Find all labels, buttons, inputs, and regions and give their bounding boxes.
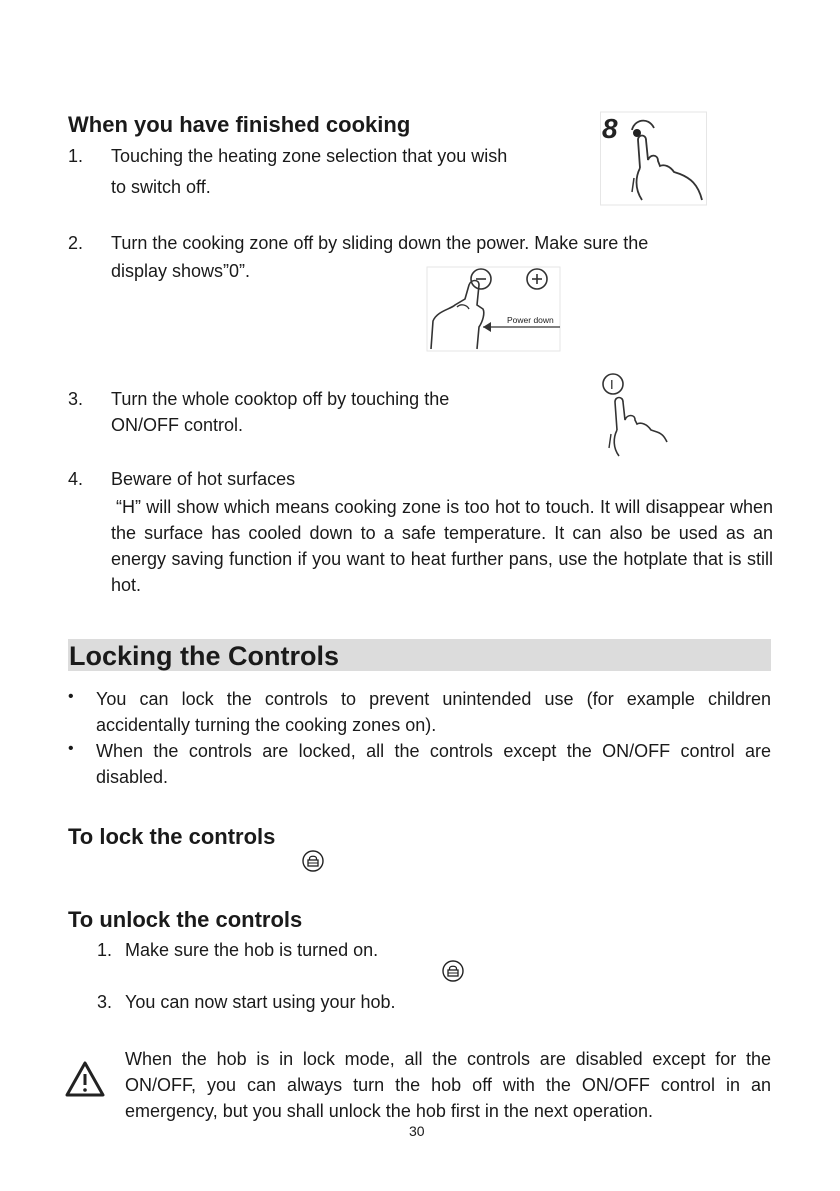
section-heading-finished: When you have finished cooking	[68, 112, 411, 137]
item-text: display shows”0”.	[111, 261, 251, 281]
lock-key-icon	[302, 850, 324, 872]
warning-text: When the hob is in lock mode, all the controls are disabled except for the ON/OFF, you can always turn the hob off with the ON/OFF control in an emergency, but you shall unlock the hob first in the next operation.	[125, 1049, 771, 1121]
item-number: 3.	[68, 389, 84, 409]
step-number: 1.	[97, 940, 113, 960]
power-down-illustration	[425, 265, 563, 353]
item-number: 4.	[68, 469, 84, 489]
locking-section-title: Locking the Controls	[69, 641, 339, 671]
power-down-label: Power down	[507, 315, 554, 325]
item-text: to switch off.	[111, 177, 211, 197]
item-text: Turn the cooking zone off by sliding down the power. Make sure the	[111, 233, 649, 253]
page-number: 30	[409, 1123, 425, 1139]
bullet-text: When the controls are locked, all the controls except the ON/OFF control are disabled.	[96, 741, 771, 787]
lock-key-icon	[442, 960, 464, 982]
item-text: Beware of hot surfaces	[111, 469, 296, 489]
item-text: Touching the heating zone selection that you wish	[111, 146, 508, 166]
item-number: 2.	[68, 233, 84, 253]
display-digit: 8	[602, 113, 618, 144]
bullet-dot: •	[68, 688, 74, 705]
lock-heading: To lock the controls	[68, 824, 276, 849]
touch-zone-illustration	[600, 108, 708, 206]
hot-surface-paragraph: “H” will show which means cooking zone is too hot to touch. It will disappear when the surface has cooled down to a safe temperature. It can also be used as an energy saving function if you want to heat further pans, use the hotplate that is still hot.	[111, 497, 773, 595]
step-number: 3.	[97, 992, 113, 1012]
step-text: Make sure the hob is turned on.	[125, 940, 379, 960]
on-off-touch-illustration	[595, 372, 673, 460]
item-text: Turn the whole cooktop off by touching the	[111, 389, 450, 409]
bullet-text: You can lock the controls to prevent unintended use (for example children accidentally turning the cooking zones on).	[96, 689, 771, 735]
locking-section-banner	[68, 639, 771, 671]
unlock-heading: To unlock the controls	[68, 907, 303, 932]
item-number: 1.	[68, 146, 84, 166]
bullet-dot: •	[68, 740, 74, 757]
item-text: ON/OFF control.	[111, 415, 244, 435]
warning-icon	[64, 1060, 106, 1098]
arrow-left-icon	[483, 322, 491, 332]
power-symbol: I	[610, 377, 614, 392]
step-text: You can now start using your hob.	[125, 992, 396, 1012]
